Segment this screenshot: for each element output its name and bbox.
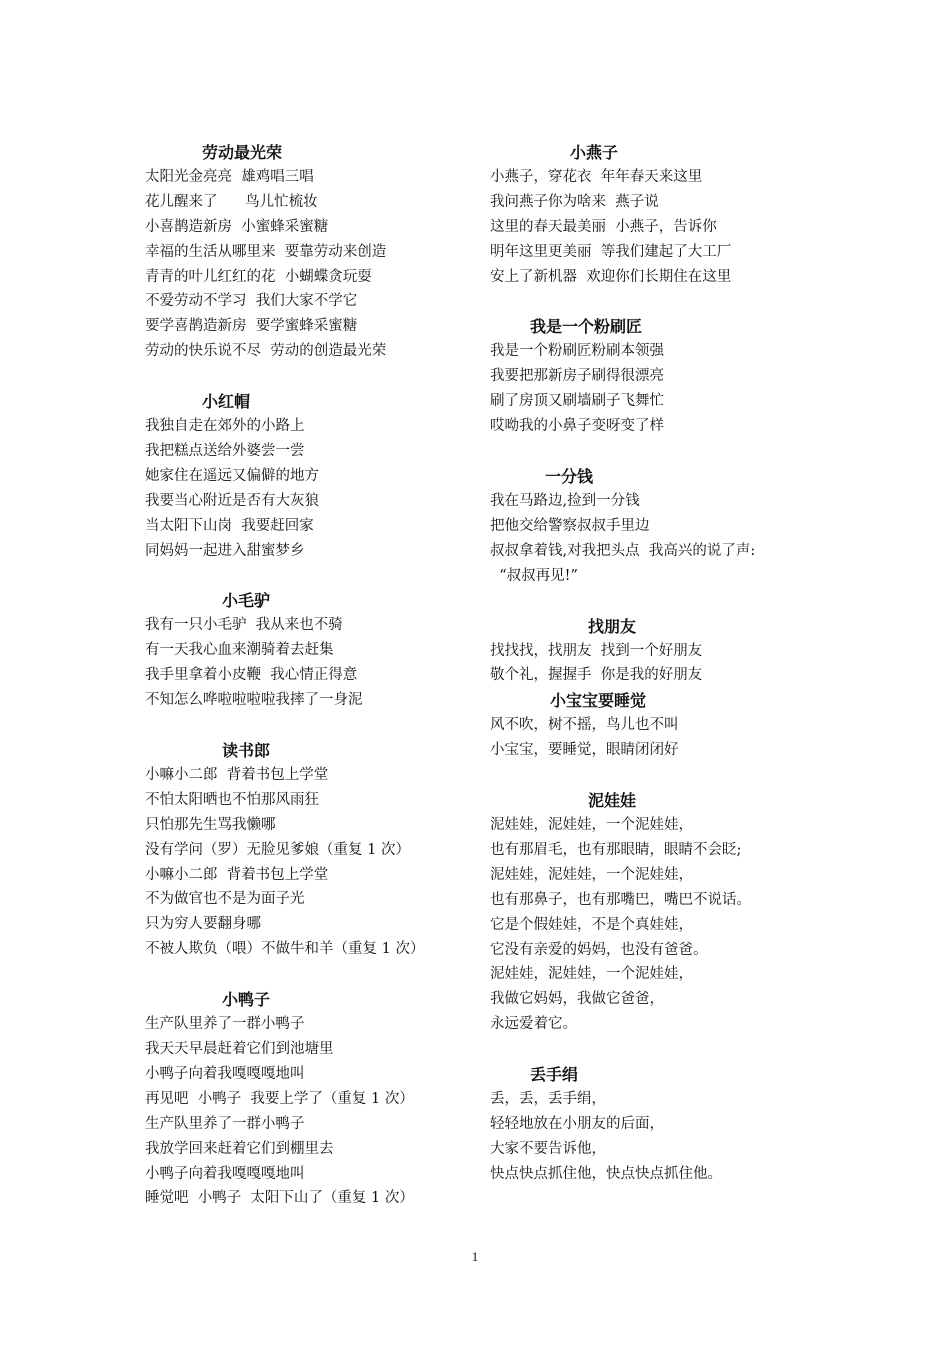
lyric-line: 这里的春天最美丽 小燕子，告诉你 bbox=[490, 218, 717, 235]
lyric-line: 小喜鹊造新房 小蜜蜂采蜜糖 bbox=[145, 218, 329, 235]
lyric-line: 敬个礼，握握手 你是我的好朋友 bbox=[490, 667, 703, 684]
song-block bbox=[145, 738, 465, 962]
song-title: 找朋友 bbox=[588, 616, 637, 636]
lyric-line: 找找找，找朋友 找到一个好朋友 bbox=[490, 642, 703, 659]
lyric-line: 同妈妈一起进入甜蜜梦乡 bbox=[145, 542, 305, 559]
lyric-line: 睡觉吧 小鸭子 太阳下山了（重复 1 次） bbox=[145, 1190, 414, 1207]
lyric-line: 泥娃娃，泥娃娃，一个泥娃娃， bbox=[490, 966, 693, 983]
song-block bbox=[490, 688, 810, 763]
lyric-line: 我是一个粉刷匠粉刷本领强 bbox=[490, 343, 664, 360]
lyric-line: 风不吹，树不摇，鸟儿也不叫 bbox=[490, 717, 679, 734]
song-title: 读书郎 bbox=[222, 741, 271, 761]
song-title: 劳动最光荣 bbox=[202, 143, 283, 162]
lyric-line: 也有那眉毛，也有那眼睛，眼睛不会眨; bbox=[490, 842, 742, 859]
lyric-line: 幸福的生活从哪里来 要靠劳动来创造 bbox=[145, 243, 387, 260]
lyric-line: 小宝宝，要睡觉，眼睛闭闭好 bbox=[490, 742, 679, 759]
lyric-line: 我把糕点送给外婆尝一尝 bbox=[145, 443, 305, 460]
lyric-line: 轻轻地放在小朋友的后面， bbox=[490, 1116, 664, 1133]
left-column bbox=[145, 140, 465, 1211]
song-block bbox=[490, 614, 810, 689]
lyric-line: 泥娃娃，泥娃娃，一个泥娃娃， bbox=[490, 817, 693, 834]
lyric-line: 再见吧 小鸭子 我要上学了（重复 1 次） bbox=[145, 1090, 414, 1107]
lyric-line: 把他交给警察叔叔手里边 bbox=[490, 517, 650, 534]
lyric-line: 我有一只小毛驴 我从来也不骑 bbox=[145, 617, 343, 634]
lyric-line: 花儿醒来了 鸟儿忙梳妆 bbox=[145, 193, 318, 210]
lyric-line: 只怕那先生骂我懒哪 bbox=[145, 816, 276, 833]
lyric-line: 快点快点抓住他，快点快点抓住他。 bbox=[490, 1165, 722, 1182]
lyric-line: 青青的叶儿红红的花 小蝴蝶贪玩耍 bbox=[145, 268, 372, 285]
lyric-line: 不爱劳动不学习 我们大家不学它 bbox=[145, 293, 358, 310]
lyric-line: 大家不要告诉他， bbox=[490, 1140, 606, 1157]
lyric-line: 它没有亲爱的妈妈，也没有爸爸。 bbox=[490, 941, 708, 958]
lyric-line: 我天天早晨赶着它们到池塘里 bbox=[145, 1041, 334, 1058]
lyric-line: 我做它妈妈，我做它爸爸， bbox=[490, 991, 664, 1008]
lyric-line: 小鸭子向着我嘎嘎嘎地叫 bbox=[145, 1065, 305, 1082]
lyric-line: 我问燕子你为啥来 燕子说 bbox=[490, 193, 659, 210]
lyric-line: 小燕子，穿花衣 年年春天来这里 bbox=[490, 169, 703, 185]
song-block bbox=[490, 788, 810, 1037]
lyric-line: 太阳光金亮亮 雄鸡唱三唱 bbox=[145, 169, 314, 185]
lyric-line: 没有学问（罗）无脸见爹娘（重复 1 次） bbox=[145, 841, 410, 858]
lyric-line: 刷了房顶又刷墙刷子飞舞忙 bbox=[490, 393, 664, 410]
lyric-line: 哎呦我的小鼻子变呀变了样 bbox=[490, 418, 664, 435]
lyric-line: 明年这里更美丽 等我们建起了大工厂 bbox=[490, 243, 732, 260]
lyric-line: 要学喜鹊造新房 要学蜜蜂采蜜糖 bbox=[145, 318, 358, 335]
song-title: 小毛驴 bbox=[222, 591, 271, 611]
lyric-line: 我放学回来赶着它们到棚里去 bbox=[145, 1140, 334, 1157]
song-title: 小燕子 bbox=[570, 143, 619, 162]
lyric-line: 叔叔拿着钱,对我把头点 我高兴的说了声: bbox=[490, 542, 756, 559]
lyric-line: 小嘛小二郎 背着书包上学堂 bbox=[145, 866, 329, 883]
lyric-line: 当太阳下山岗 我要赶回家 bbox=[145, 517, 314, 534]
lyric-line: 安上了新机器 欢迎你们长期住在这里 bbox=[490, 268, 732, 285]
lyric-line: 只为穷人要翻身哪 bbox=[145, 916, 261, 933]
song-block bbox=[145, 588, 465, 713]
song-title: 一分钱 bbox=[545, 467, 594, 487]
lyric-line: 小嘛小二郎 背着书包上学堂 bbox=[145, 767, 329, 784]
lyric-line: 她家住在遥远又偏僻的地方 bbox=[145, 467, 319, 484]
song-block bbox=[145, 140, 465, 364]
song-title: 小宝宝要睡觉 bbox=[550, 691, 647, 711]
lyric-line: 丢，丢，丢手绢， bbox=[490, 1091, 606, 1108]
lyric-line: 永远爱着它。 bbox=[490, 1016, 577, 1033]
lyric-line: 它是个假娃娃，不是个真娃娃， bbox=[490, 916, 693, 933]
lyric-line: 生产队里养了一群小鸭子 bbox=[145, 1016, 305, 1033]
lyric-line: “叔叔再见!” bbox=[490, 567, 578, 584]
song-block bbox=[490, 140, 810, 289]
song-block bbox=[490, 314, 810, 439]
song-title: 泥娃娃 bbox=[588, 791, 637, 811]
lyric-line: 生产队里养了一群小鸭子 bbox=[145, 1115, 305, 1132]
lyric-line: 有一天我心血来潮骑着去赶集 bbox=[145, 642, 334, 659]
song-title: 小红帽 bbox=[202, 392, 251, 412]
right-column bbox=[490, 140, 810, 1187]
song-block bbox=[490, 1062, 810, 1187]
lyric-line: 小鸭子向着我嘎嘎嘎地叫 bbox=[145, 1165, 305, 1182]
song-block bbox=[490, 464, 810, 589]
song-block bbox=[145, 987, 465, 1211]
lyric-line: 我要把那新房子刷得很漂亮 bbox=[490, 368, 664, 385]
lyric-line: 也有那鼻子，也有那嘴巴，嘴巴不说话。 bbox=[490, 891, 751, 908]
lyric-line: 劳动的快乐说不尽 劳动的创造最光荣 bbox=[145, 343, 387, 360]
lyric-line: 我手里拿着小皮鞭 我心情正得意 bbox=[145, 667, 358, 684]
lyric-line: 我要当心附近是否有大灰狼 bbox=[145, 492, 319, 509]
song-block bbox=[145, 389, 465, 563]
lyric-line: 不为做官也不是为面子光 bbox=[145, 891, 305, 908]
lyric-line: 我在马路边,捡到一分钱 bbox=[490, 493, 640, 510]
lyric-line: 泥娃娃，泥娃娃，一个泥娃娃， bbox=[490, 866, 693, 883]
song-title: 我是一个粉刷匠 bbox=[530, 317, 643, 337]
page-number: 1 bbox=[471, 1249, 479, 1264]
song-title: 丢手绢 bbox=[530, 1065, 579, 1085]
lyric-line: 不知怎么哗啦啦啦啦我摔了一身泥 bbox=[145, 692, 363, 709]
song-title: 小鸭子 bbox=[222, 990, 271, 1010]
lyric-line: 我独自走在郊外的小路上 bbox=[145, 418, 305, 435]
lyric-line: 不被人欺负（喂）不做牛和羊（重复 1 次） bbox=[145, 941, 425, 958]
lyric-line: 不怕太阳晒也不怕那风雨狂 bbox=[145, 791, 319, 808]
